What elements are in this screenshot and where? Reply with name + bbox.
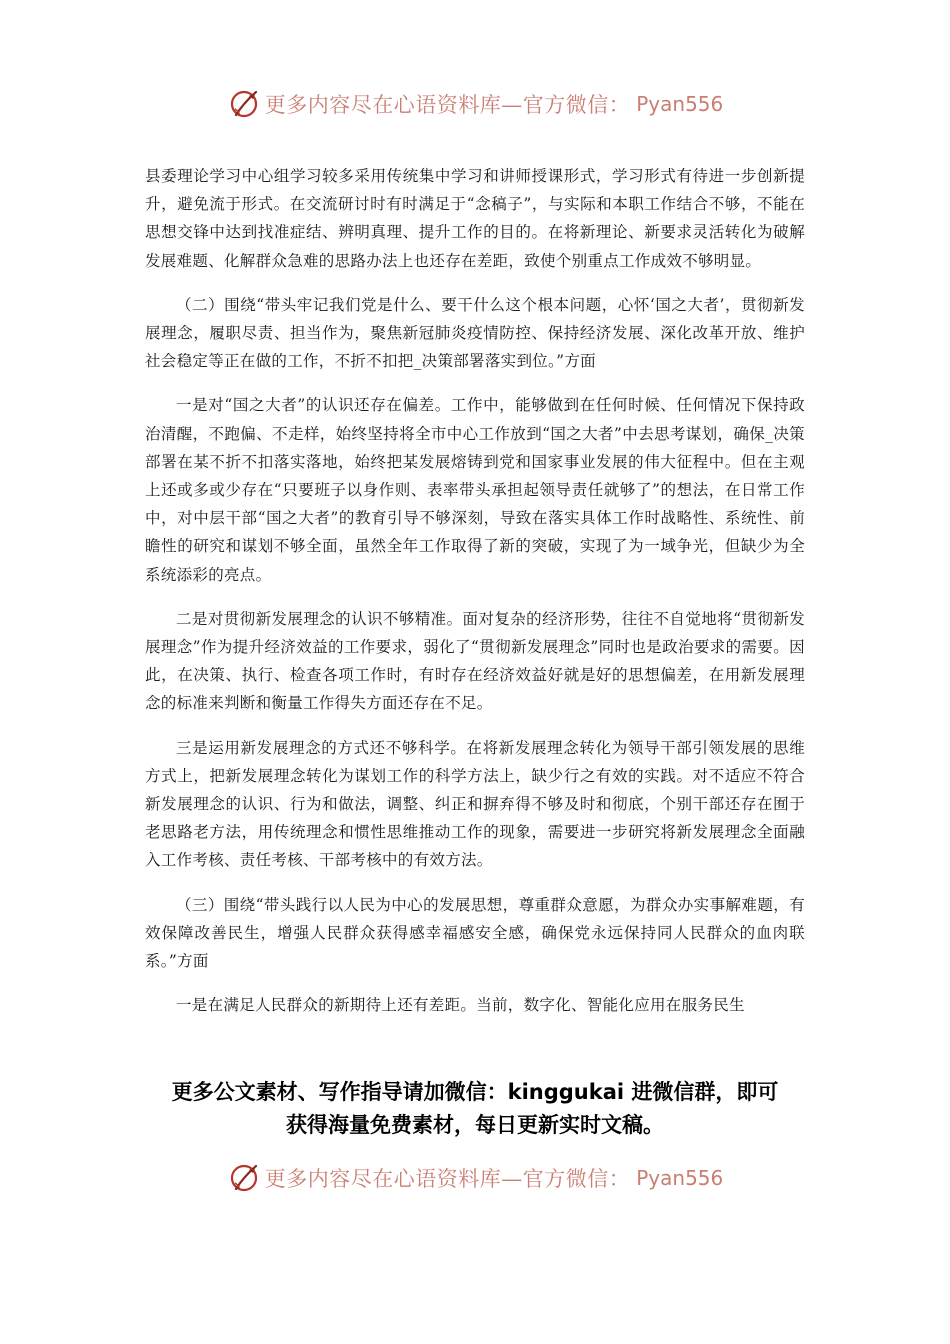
section-heading-2: （二）围绕“带头牢记我们党是什么、要干什么这个根本问题，心怀‘国之大者’，贯彻新发展理念，履职尽责、担当作为，聚焦新冠肺炎疫情防控、保持经济发展、深化改革开放、维护社会稳定等正在做的工作，不折不扣把_决策部署落实到位。”方面	[145, 295, 805, 371]
header-banner-text: 更多内容尽在心语资料库—官方微信：	[264, 93, 631, 117]
document-body	[145, 162, 805, 1035]
promo-line-1: 更多公文素材、写作指导请加微信：kinggukai 进微信群，即可	[171, 1080, 779, 1104]
paragraph-3-1: 一是在满足人民群众的新期待上还有差距。当前，数字化、智能化应用在服务民生	[176, 996, 745, 1015]
promo-line-2: 获得海量免费素材，每日更新实时文稿。	[286, 1113, 664, 1137]
footer-banner-wechat-id: Pyan556	[636, 1166, 724, 1190]
footer-banner-text: 更多内容尽在心语资料库—官方微信：	[264, 1167, 631, 1191]
promo-notice	[0, 1076, 950, 1142]
paragraph-2-2: 二是对贯彻新发展理念的认识不够精准。面对复杂的经济形势，往往不自觉地将“贯彻新发展理念”作为提升经济效益的工作要求，弱化了“贯彻新发展理念”同时也是政治要求的需要。因此，在决策、执行、检查各项工作时，有时存在经济效益好就是好的思想偏差，在用新发展理念的标准来判断和衡量工作得失方面还存在不足。	[145, 609, 805, 713]
footer-banner	[0, 1156, 950, 1200]
header-banner-wechat-id: Pyan556	[636, 92, 724, 116]
header-banner	[0, 82, 950, 126]
section-heading-3: （三）围绕“带头践行以人民为中心的发展思想，尊重群众意愿，为群众办实事解难题，有效保障改善民生，增强人民群众获得感幸福感安全感，确保党永远保持同人民群众的血肉联系。”方面	[145, 895, 805, 971]
paragraph-2-1: 一是对“国之大者”的认识还存在偏差。工作中，能够做到在任何时候、任何情况下保持政治清醒，不跑偏、不走样，始终坚持将全市中心工作放到“国之大者”中去思考谋划，确保_决策部署在某不折不扣落实落地，始终把某发展熔铸到党和国家事业发展的伟大征程中。但在主观上还或多或少存在“只要班子以身作则、表率带头承担起领导责任就够了”的想法，在日常工作中，对中层干部“国之大者”的教育引导不够深刻，导致在落实具体工作时战略性、系统性、前瞻性的研究和谋划不够全面，虽然全年工作取得了新的突破，实现了为一域争光，但缺少为全系统添彩的亮点。	[145, 396, 805, 584]
pen-logo-icon	[227, 1161, 261, 1195]
paragraph-2-3: 三是运用新发展理念的方式还不够科学。在将新发展理念转化为领导干部引领发展的思维方式上，把新发展理念转化为谋划工作的科学方法上，缺少行之有效的实践。对不适应不符合新发展理念的认识、行为和做法，调整、纠正和摒弃得不够及时和彻底，个别干部还存在囿于老思路老方法，用传统理念和惯性思维推动工作的现象，需要进一步研究将新发展理念全面融入工作考核、责任考核、干部考核中的有效方法。	[145, 738, 805, 870]
pen-logo-icon	[227, 87, 261, 121]
paragraph-1: 县委理论学习中心组学习较多采用传统集中学习和讲师授课形式，学习形式有待进一步创新提升，避免流于形式。在交流研讨时有时满足于“念稿子”，与实际和本职工作结合不够，不能在思想交锋中达到找准症结、辨明真理、提升工作的目的。在将新理论、新要求灵活转化为破解发展难题、化解群众急难的思路办法上也还存在差距，致使个别重点工作成效不够明显。	[145, 167, 805, 270]
